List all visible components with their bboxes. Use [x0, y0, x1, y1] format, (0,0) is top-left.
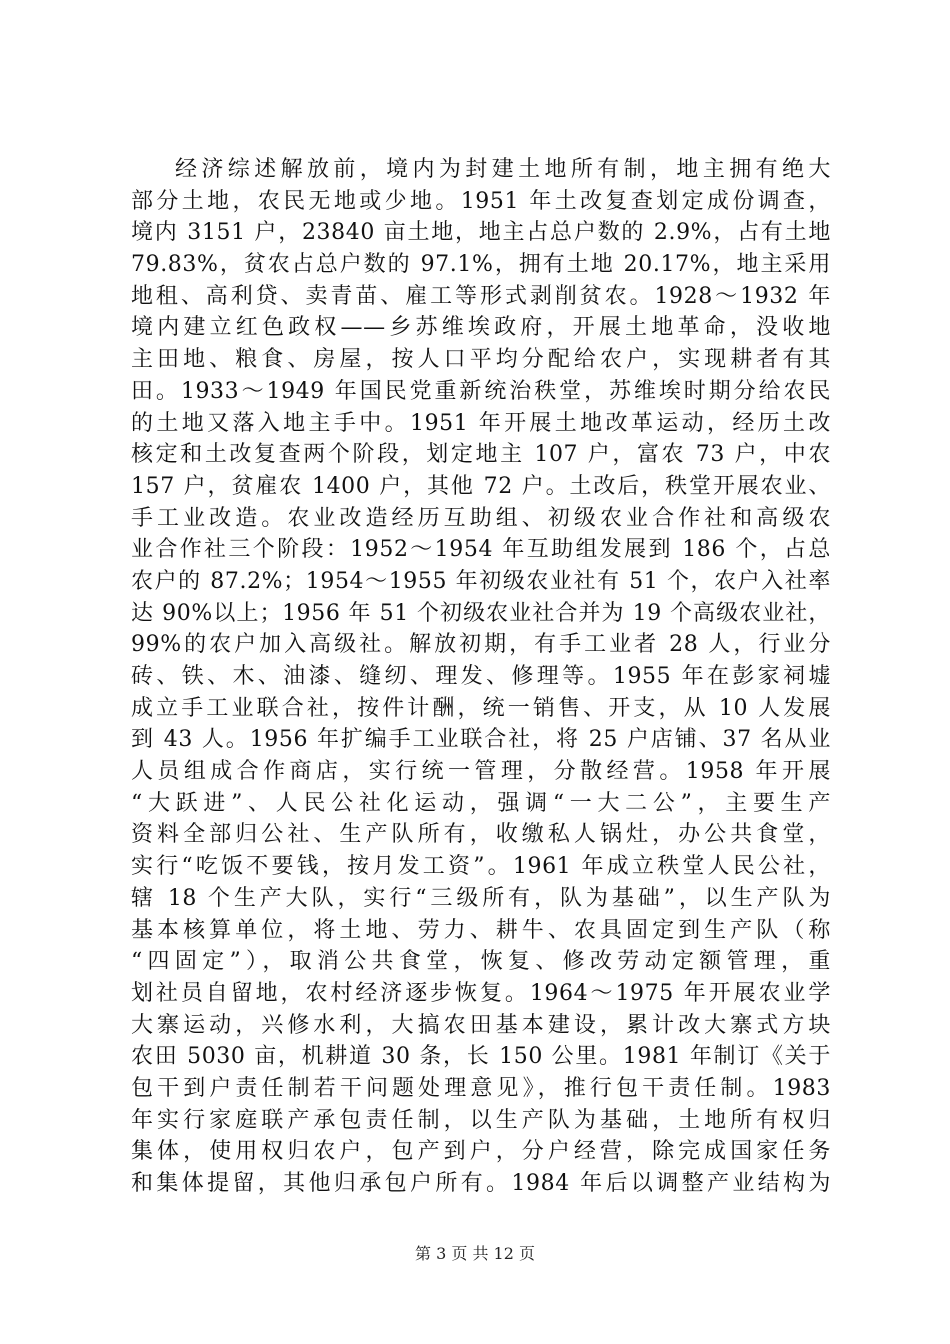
text-line: 主田地、粮食、房屋，按人口平均分配给农户，实现耕者有其 — [131, 347, 831, 373]
text-line: 农田 5030 亩，机耕道 30 条，长 150 公里。1981 年制订《关于 — [131, 1044, 831, 1070]
text-line: 人员组成合作商店，实行统一管理，分散经营。1958 年开展 — [131, 759, 831, 785]
text-line: 核定和土改复查两个阶段，划定地主 107 户，富农 73 户，中农 — [131, 442, 831, 468]
text-line: “大跃进”、人民公社化运动，强调“一大二公”，主要生产 — [131, 790, 831, 816]
text-line: 157 户，贫雇农 1400 户，其他 72 户。土改后，秩堂开展农业、 — [131, 473, 831, 499]
text-line: 砖、铁、木、油漆、缝纫、理发、修理等。1955 年在彭家祠墟 — [131, 664, 831, 689]
body-paragraph — [131, 154, 831, 1200]
text-line: 实行“吃饭不要钱，按月发工资”。1961 年成立秩堂人民公社， — [131, 854, 831, 880]
text-line: 境内建立红色政权——乡苏维埃政府，开展土地革命，没收地 — [131, 315, 831, 341]
text-line: 划社员自留地，农村经济逐步恢复。1964～1975 年开展农业学 — [131, 980, 831, 1006]
text-line: 99%的农户加入高级社。解放初期，有手工业者 28 人，行业分 — [131, 632, 831, 658]
text-line: 业合作社三个阶段：1952～1954 年互助组发展到 186 个，占总 — [131, 537, 831, 563]
text-line: 到 43 人。1956 年扩编手工业联合社，将 25 户店铺、37 名从业 — [131, 727, 831, 753]
text-line: 79.83%，贫农占总户数的 97.1%，拥有土地 20.17%，地主采用 — [131, 252, 831, 278]
text-line: 成立手工业联合社，按件计酬，统一销售、开支，从 10 人发展 — [131, 695, 831, 721]
text-line: 经济综述解放前，境内为封建土地所有制，地主拥有绝大 — [175, 157, 831, 182]
page-footer: 第 3 页 共 12 页 — [415, 1244, 535, 1263]
text-line: 资料全部归公社、生产队所有，收缴私人锅灶，办公共食堂， — [131, 822, 831, 848]
text-line: 农户的 87.2%；1954～1955 年初级农业社有 51 个，农户入社率 — [131, 568, 831, 594]
text-line: 手工业改造。农业改造经历互助组、初级农业合作社和高级农 — [131, 505, 831, 531]
text-line: 部分土地，农民无地或少地。1951 年土改复查划定成份调查， — [131, 188, 831, 214]
text-line: 年实行家庭联产承包责任制，以生产队为基础，土地所有权归 — [131, 1107, 831, 1133]
text-line: 基本核算单位，将土地、劳力、耕牛、农具固定到生产队（称 — [131, 917, 831, 943]
text-line: 包干到户责任制若干问题处理意见》，推行包干责任制。1983 — [131, 1075, 831, 1101]
text-line: 辖 18 个生产大队，实行“三级所有，队为基础”，以生产队为 — [131, 885, 831, 911]
text-line: 地租、高利贷、卖青苗、雇工等形式剥削贫农。1928～1932 年 — [131, 283, 831, 309]
text-line: “四固定”），取消公共食堂，恢复、修改劳动定额管理，重 — [131, 949, 831, 975]
text-line: 境内 3151 户，23840 亩土地，地主占总户数的 2.9%，占有土地 — [131, 220, 831, 246]
text-line: 田。1933～1949 年国民党重新统治秩堂，苏维埃时期分给农民 — [131, 378, 831, 404]
text-line: 的土地又落入地主手中。1951 年开展土地改革运动，经历土改 — [131, 410, 831, 436]
text-line: 集体，使用权归农户，包产到户，分户经营，除完成国家任务 — [131, 1139, 831, 1165]
text-line: 达 90%以上；1956 年 51 个初级农业社合并为 19 个高级农业社， — [131, 600, 831, 626]
text-line: 大寨运动，兴修水利，大搞农田基本建设，累计改大寨式方块 — [131, 1012, 831, 1038]
text-line: 和集体提留，其他归承包户所有。1984 年后以调整产业结构为 — [131, 1171, 831, 1196]
